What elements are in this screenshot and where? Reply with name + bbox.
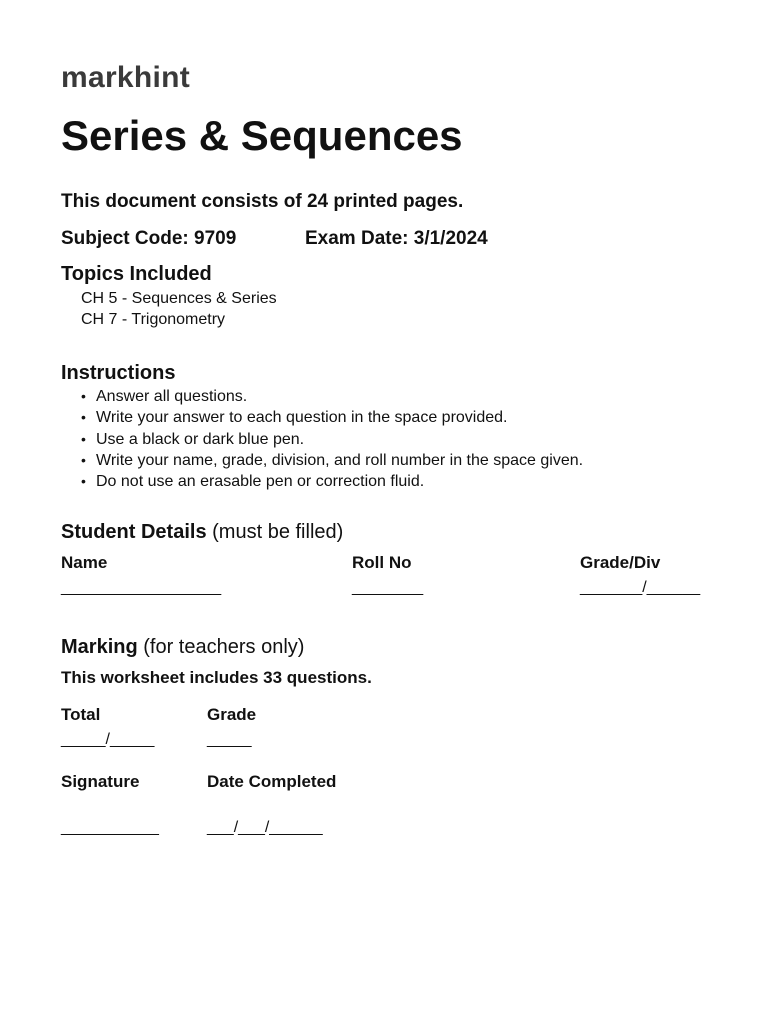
date-completed-field[interactable]: ___/___/______	[207, 819, 323, 836]
marking-subtitle: (for teachers only)	[143, 636, 305, 658]
topics-list	[81, 288, 277, 330]
signature-field[interactable]: ___________	[61, 819, 159, 836]
subject-code: Subject Code: 9709	[61, 228, 237, 249]
name-field[interactable]: __________________	[61, 579, 222, 596]
bullet-icon: •	[81, 430, 86, 447]
instruction-text: Answer all questions.	[96, 388, 248, 405]
instruction-item	[78, 450, 583, 471]
student-details-title: Student Details	[61, 521, 207, 543]
bullet-icon: •	[81, 409, 86, 426]
date-completed-label: Date Completed	[207, 772, 337, 791]
page-count-note: This document consists of 24 printed pages.	[61, 191, 464, 212]
grade-div-label: Grade/Div	[580, 553, 661, 572]
bullet-icon: •	[81, 473, 86, 490]
document-title: Series & Sequences	[61, 112, 463, 159]
roll-no-field[interactable]: ________	[352, 579, 424, 596]
total-field[interactable]: _____/_____	[61, 731, 155, 748]
marking-title: Marking	[61, 636, 138, 658]
instruction-item	[78, 407, 583, 428]
name-label: Name	[61, 553, 108, 572]
roll-no-label: Roll No	[352, 553, 412, 572]
topic-item: CH 7 - Trigonometry	[81, 311, 226, 328]
exam-date: Exam Date: 3/1/2024	[305, 228, 488, 249]
topic-item: CH 5 - Sequences & Series	[81, 290, 277, 307]
bullet-icon: •	[81, 388, 86, 404]
instructions-list	[78, 386, 583, 492]
instruction-item	[78, 386, 583, 407]
total-label: Total	[61, 705, 101, 724]
grade-div-field[interactable]: _______/______	[580, 579, 701, 596]
instructions-heading: Instructions	[61, 362, 176, 384]
instruction-text: Do not use an erasable pen or correction fluid.	[96, 473, 425, 491]
instruction-text: Use a black or dark blue pen.	[96, 430, 305, 448]
question-count-note: This worksheet includes 33 questions.	[61, 668, 372, 687]
marking-heading	[61, 634, 304, 660]
instruction-text: Write your name, grade, division, and roll number in the space given.	[96, 451, 584, 469]
instruction-item	[78, 471, 583, 492]
subject-exam-row	[61, 226, 488, 252]
signature-label: Signature	[61, 772, 140, 791]
instruction-text: Write your answer to each question in the space provided.	[96, 409, 508, 427]
student-details-heading	[61, 519, 343, 545]
student-details-subtitle: (must be filled)	[212, 521, 344, 543]
topics-heading: Topics Included	[61, 263, 212, 285]
grade-field[interactable]: _____	[207, 731, 252, 748]
instruction-item	[78, 429, 583, 450]
markhint-logo: markhint	[61, 61, 191, 94]
bullet-icon: •	[81, 451, 86, 468]
grade-label: Grade	[207, 705, 257, 724]
